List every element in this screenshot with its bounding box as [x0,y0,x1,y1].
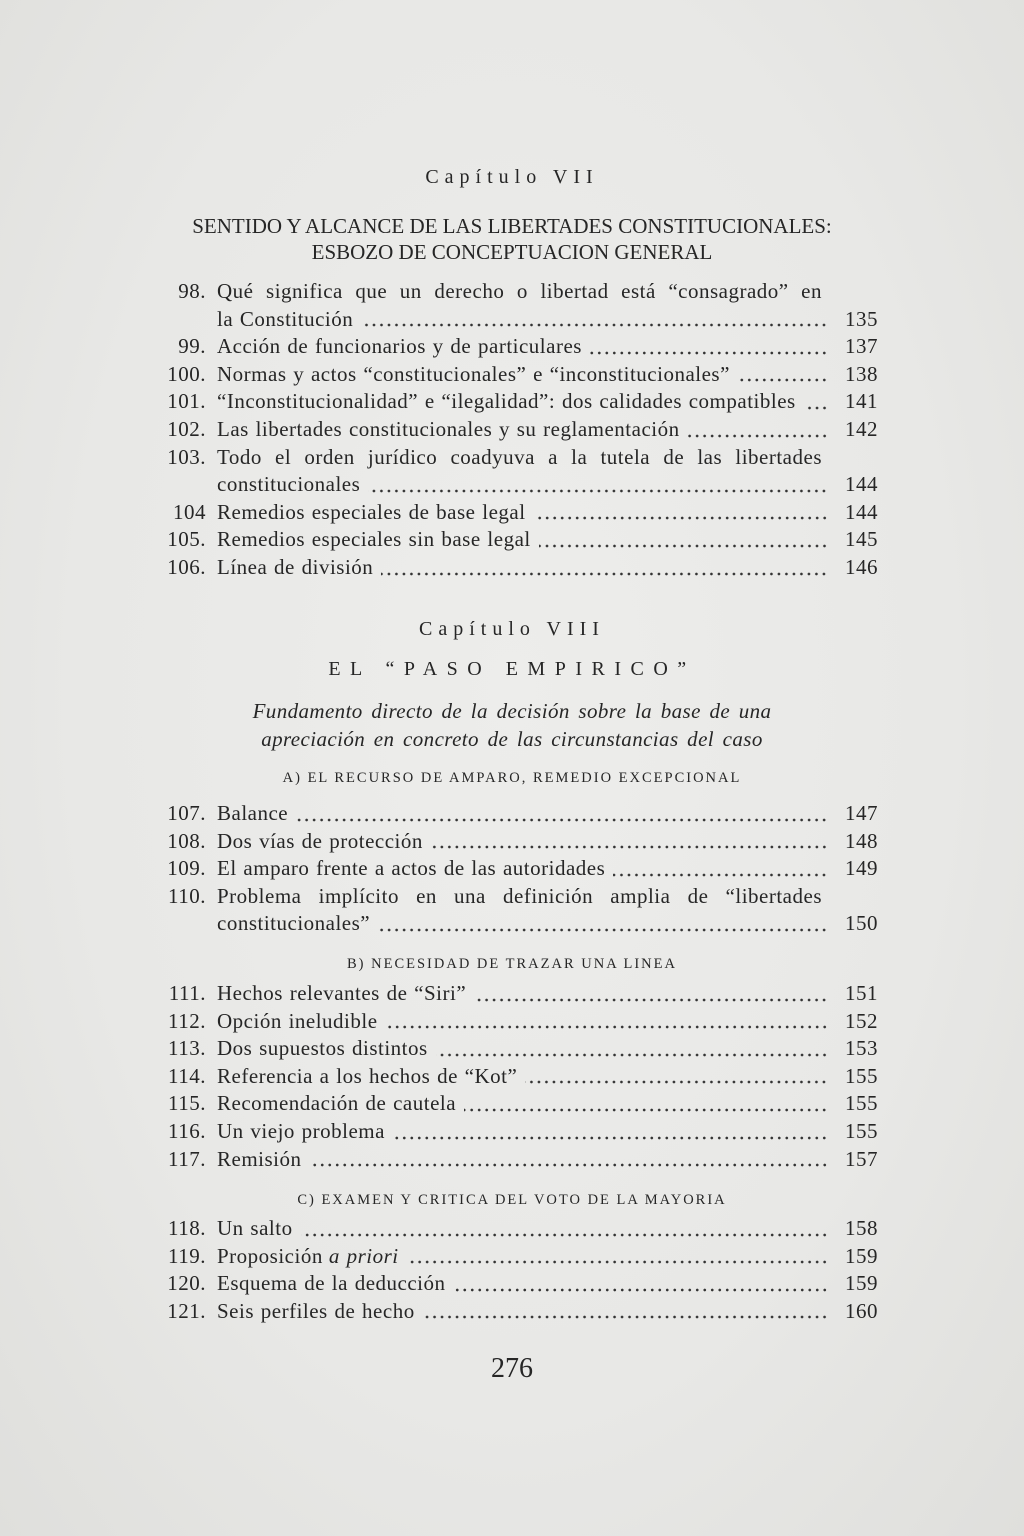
toc-entry [150,1243,878,1271]
entry-number: 111. [168,981,206,1005]
page-number: 276 [491,1353,533,1384]
toc-list [150,980,878,1173]
section-heading: B) NECESIDAD DE TRAZAR UNA LINEA [347,956,677,972]
entry-body [217,361,878,389]
entry-body [217,444,878,472]
entry-number: 112. [168,1008,206,1033]
toc-entry [150,855,878,883]
entry-title: la Constitución [217,306,354,331]
dot-leader [378,928,828,932]
entry-title: Esquema de la deducción [217,1271,446,1296]
entry-body [217,910,878,938]
toc-list [150,1215,878,1325]
entry-page-number: 144 [845,499,878,524]
entry-body [217,333,878,361]
entry-first-line [150,444,878,472]
chapter-subtitle-line: apreciación en concreto de las circunstancias del caso [261,727,763,751]
entry-title: Línea de división [217,554,374,579]
chapter-title-line: ESBOZO DE CONCEPTUACION GENERAL [311,240,713,264]
entry-first-line [150,416,878,444]
entry-body [217,1270,878,1298]
entry-title-italic: a priori [328,1243,399,1268]
entry-body [217,1215,878,1243]
entry-body [217,980,878,1008]
entry-title: constitucionales” [217,911,371,936]
chapter-subtitle-line: Fundamento directo de la decisión sobre la base de una [252,699,772,723]
entry-title: Balance [217,801,289,825]
toc-entry [150,1270,878,1298]
entry-number: 104 [173,499,206,524]
entry-body [217,1035,878,1063]
dot-leader [738,378,828,382]
toc-entry [150,1090,878,1118]
entry-number: 99. [178,334,206,359]
dot-leader [296,818,828,822]
dot-leader [310,1163,828,1167]
chapter-title: EL “PASO EMPIRICO” [328,658,696,680]
toc-entry [150,554,878,582]
entry-body [217,278,878,306]
entry-number: 115. [168,1091,206,1116]
toc-entry [150,1008,878,1036]
toc-entry [150,388,878,416]
section-heading: C) EXAMEN Y CRITICA DEL VOTO DE LA MAYORIA [297,1192,727,1208]
dot-leader [393,1136,828,1140]
entry-body [217,1118,878,1146]
toc-list [150,278,878,582]
chapter-label: Capítulo VII [425,166,599,188]
entry-title: Dos supuestos distintos [217,1036,428,1061]
entry-number: 120. [167,1271,206,1296]
entry-page-number: 155 [845,1118,878,1143]
entry-page-number: 159 [845,1243,878,1268]
entry-number: 106. [167,554,206,579]
entry-body [217,471,878,499]
entry-first-line [150,828,878,856]
entry-title: Dos vías de protección [217,828,423,853]
entry-body [217,388,878,416]
entry-first-line [150,1298,878,1326]
entry-first-line [150,1118,878,1146]
entry-title: Remedios especiales de base legal [217,499,526,524]
entry-title: Remedios especiales sin base legal [217,527,531,552]
dot-leader [386,1025,828,1029]
entry-number: 107. [167,801,206,825]
toc-entry [150,1298,878,1326]
entry-body [217,554,878,582]
entry-title: Todo el orden jurídico coadyuva a la tutela de las libertades [217,444,822,469]
chapter-title-line: SENTIDO Y ALCANCE DE LAS LIBERTADES CONSTITUCIONALES: [192,214,832,238]
entry-number: 103. [167,444,206,469]
entry-number: 121. [167,1298,206,1323]
entry-number: 109. [167,856,206,881]
entry-title: Acción de funcionarios y de particulares [217,334,582,359]
entry-page-number: 158 [845,1216,878,1240]
entry-title: El amparo frente a actos de las autoridades [217,856,606,881]
entry-first-line [150,1035,878,1063]
entry-number: 105. [167,527,206,552]
entry-first-line [150,980,878,1008]
toc-entry [150,278,878,333]
entry-title: Referencia a los hechos de “Kot” [217,1063,518,1088]
entry-first-line [150,554,878,582]
toc-entry [150,1118,878,1146]
entry-page-number: 145 [845,527,878,552]
toc-entry [150,499,878,527]
entry-page-number: 146 [845,554,878,579]
dot-leader [431,845,828,849]
entry-page-number: 160 [845,1298,878,1323]
entry-page-number: 149 [845,856,878,881]
entry-title: Hechos relevantes de “Siri” [217,981,467,1005]
entry-body [217,416,878,444]
dot-leader [381,572,828,576]
toc-entry [150,980,878,1008]
dot-leader [525,1080,828,1084]
dot-leader [804,406,828,410]
entry-first-line [150,855,878,883]
entry-body [217,1243,878,1271]
entry-body [217,526,878,554]
dot-leader [613,873,828,877]
entry-title: Proposición [217,1243,323,1268]
toc-entry [150,444,878,499]
toc-entry [150,1035,878,1063]
entry-body [217,855,878,883]
entry-page-number: 144 [845,472,878,497]
entry-title: Un viejo problema [217,1118,385,1143]
entry-title: Remisión [217,1146,302,1171]
dot-leader [688,434,828,438]
entry-first-line [150,1243,878,1271]
entry-title: Opción ineludible [217,1008,378,1033]
toc-entry [150,883,878,938]
entry-first-line [150,499,878,527]
entry-body [217,800,878,828]
dot-leader [436,1053,828,1057]
dot-leader [407,1260,828,1264]
entry-first-line [150,333,878,361]
entry-first-line [150,388,878,416]
entry-body [217,306,878,334]
entry-continuation-line [150,471,878,499]
dot-leader [454,1288,829,1292]
entry-number: 98. [178,279,206,303]
entry-page-number: 155 [845,1091,878,1116]
entry-number: 102. [167,416,206,441]
entry-first-line [150,1215,878,1243]
entry-first-line [150,1063,878,1091]
entry-number: 101. [167,389,206,414]
entry-number: 100. [167,361,206,386]
entry-page-number: 142 [845,416,878,441]
dot-leader [539,544,828,548]
entry-body [217,1146,878,1174]
entry-continuation-line [150,910,878,938]
dot-leader [534,516,828,520]
toc-entry [150,1146,878,1174]
entry-page-number: 150 [845,911,878,936]
entry-body [217,1008,878,1036]
toc-entry [150,1215,878,1243]
dot-leader [464,1108,828,1112]
entry-first-line [150,1008,878,1036]
entry-page-number: 148 [845,828,878,853]
entry-title: Seis perfiles de hecho [217,1298,415,1323]
toc-entry [150,333,878,361]
entry-page-number: 152 [845,1008,878,1033]
dot-leader [474,998,828,1002]
entry-page-number: 138 [845,361,878,386]
entry-page-number: 135 [845,306,878,331]
entry-number: 117. [168,1146,206,1171]
chapter-title [0,213,1024,265]
section-heading: A) EL RECURSO DE AMPARO, REMEDIO EXCEPCIONAL [282,770,742,786]
entry-number: 113. [168,1036,206,1061]
entry-first-line [150,526,878,554]
entry-title: Un salto [217,1216,293,1240]
entry-first-line [150,278,878,306]
toc-entry [150,1063,878,1091]
chapter-subtitle [0,697,1024,753]
toc-entry [150,800,878,828]
entry-number: 116. [168,1118,206,1143]
entry-first-line [150,1270,878,1298]
dot-leader [361,323,828,327]
entry-title: “Inconstitucionalidad” e “ilegalidad”: dos calidades compatibles [217,389,796,414]
entry-first-line [150,1146,878,1174]
entry-number: 114. [168,1063,206,1088]
entry-page-number: 155 [845,1063,878,1088]
toc-entry [150,416,878,444]
dot-leader [423,1315,828,1319]
entry-number: 108. [167,828,206,853]
entry-page-number: 147 [845,801,878,825]
entry-page-number: 157 [845,1146,878,1171]
entry-number: 119. [168,1243,206,1268]
entry-first-line [150,883,878,911]
entry-page-number: 141 [845,389,878,414]
entry-page-number: 153 [845,1036,878,1061]
entry-number: 118. [168,1216,206,1240]
toc-entry [150,828,878,856]
entry-continuation-line [150,306,878,334]
entry-title: constitucionales [217,472,361,497]
entry-title: Recomendación de cautela [217,1091,457,1116]
entry-page-number: 159 [845,1271,878,1296]
entry-title: Qué significa que un derecho o libertad está “consagrado” en [217,279,822,303]
entry-page-number: 151 [845,981,878,1005]
entry-title: Normas y actos “constitucionales” e “inconstitucionales” [217,361,730,386]
entry-first-line [150,361,878,389]
entry-page-number: 137 [845,334,878,359]
toc-entry [150,526,878,554]
entry-first-line [150,1090,878,1118]
toc-entry [150,361,878,389]
entry-title: Problema implícito en una definición amplia de “libertades [217,883,822,908]
dot-leader [590,351,828,355]
toc-list [150,800,878,938]
entry-body [217,1298,878,1326]
entry-first-line [150,800,878,828]
entry-body [217,883,878,911]
dot-leader [368,489,828,493]
entry-body [217,828,878,856]
entry-number: 110. [168,883,206,908]
entry-body [217,499,878,527]
dot-leader [301,1233,828,1237]
entry-title: Las libertades constitucionales y su reglamentación [217,416,680,441]
chapter-label: Capítulo VIII [419,618,605,640]
entry-body [217,1090,878,1118]
entry-body [217,1063,878,1091]
